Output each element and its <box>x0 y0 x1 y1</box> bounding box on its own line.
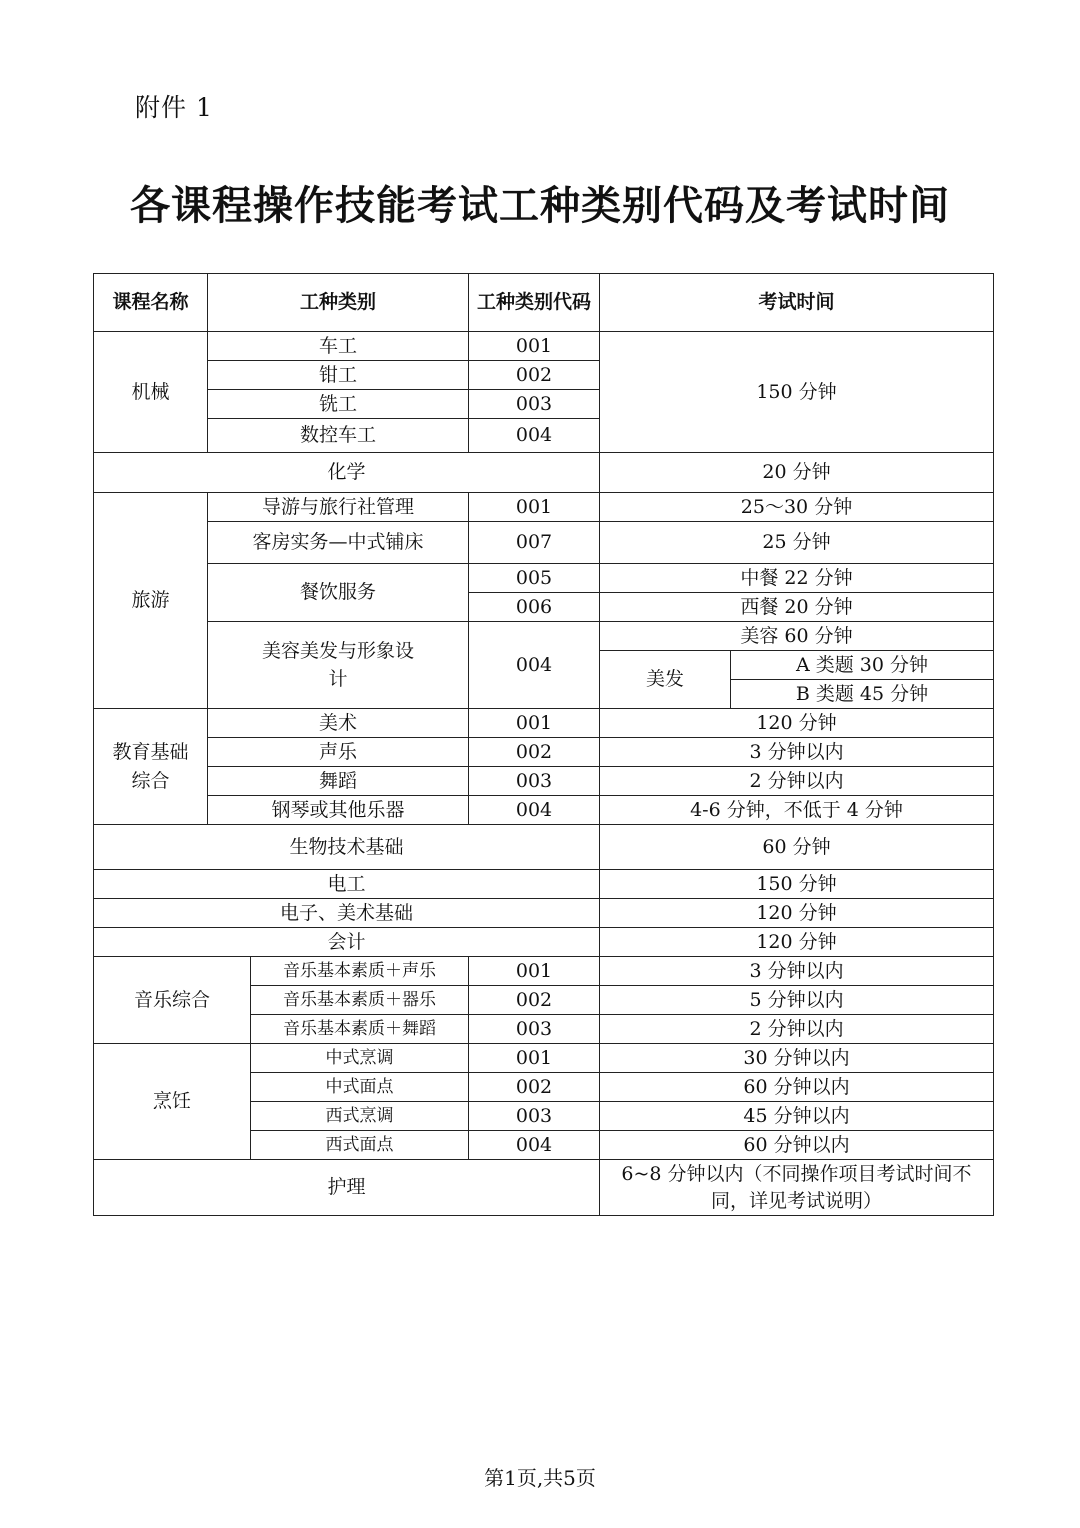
code-cell: 004 <box>469 622 600 709</box>
attachment-label: 附件 1 <box>135 93 213 122</box>
category-cell: 西式面点 <box>251 1131 469 1160</box>
time-cell: 美容 60 分钟 <box>600 622 994 651</box>
course-biotech: 生物技术基础 <box>94 825 600 870</box>
time-cell: 120 分钟 <box>600 709 994 738</box>
table-row <box>94 957 994 986</box>
category-cell: 美容美发与形象设计 <box>208 622 469 709</box>
table-row <box>94 564 994 593</box>
category-cell: 中式面点 <box>251 1073 469 1102</box>
course-music: 音乐综合 <box>94 957 251 1044</box>
header-code: 工种类别代码 <box>469 274 600 332</box>
code-cell: 001 <box>469 957 600 986</box>
table-row <box>94 709 994 738</box>
table-row <box>94 870 994 899</box>
header-course: 课程名称 <box>94 274 208 332</box>
table-row <box>94 825 994 870</box>
time-cell: 西餐 20 分钟 <box>600 593 994 622</box>
category-cell: 西式烹调 <box>251 1102 469 1131</box>
code-cell: 002 <box>469 361 600 390</box>
time-cell: 2 分钟以内 <box>600 1015 994 1044</box>
table-row <box>94 899 994 928</box>
code-cell: 001 <box>469 709 600 738</box>
table-row <box>94 1160 994 1216</box>
exam-table <box>93 273 994 1216</box>
table-row <box>94 453 994 493</box>
course-chemistry: 化学 <box>94 453 600 493</box>
course-tourism: 旅游 <box>94 493 208 709</box>
code-cell: 002 <box>469 738 600 767</box>
course-nursing: 护理 <box>94 1160 600 1216</box>
category-cell: 声乐 <box>208 738 469 767</box>
page-title: 各课程操作技能考试工种类别代码及考试时间 <box>130 182 950 229</box>
time-cell: 150 分钟 <box>600 870 994 899</box>
category-cell: 车工 <box>208 332 469 361</box>
table-row <box>94 622 994 651</box>
time-cell: 120 分钟 <box>600 899 994 928</box>
category-cell: 音乐基本素质＋舞蹈 <box>251 1015 469 1044</box>
time-cell: 20 分钟 <box>600 453 994 493</box>
time-cell: 120 分钟 <box>600 928 994 957</box>
time-cell: 3 分钟以内 <box>600 738 994 767</box>
course-accounting: 会计 <box>94 928 600 957</box>
code-cell: 001 <box>469 332 600 361</box>
header-time: 考试时间 <box>600 274 994 332</box>
time-cell: 60 分钟以内 <box>600 1073 994 1102</box>
header-category: 工种类别 <box>208 274 469 332</box>
code-cell: 004 <box>469 419 600 453</box>
course-education: 教育基础综合 <box>94 709 208 825</box>
code-cell: 004 <box>469 796 600 825</box>
category-cell: 音乐基本素质＋器乐 <box>251 986 469 1015</box>
table-row <box>94 1044 994 1073</box>
time-cell: 25～30 分钟 <box>600 493 994 522</box>
hair-label: 美发 <box>600 651 731 709</box>
table-row <box>94 767 994 796</box>
code-cell: 002 <box>469 1073 600 1102</box>
code-cell: 003 <box>469 1102 600 1131</box>
code-cell: 003 <box>469 767 600 796</box>
time-cell: A 类题 30 分钟 <box>731 651 994 680</box>
category-cell: 舞蹈 <box>208 767 469 796</box>
time-cell: 2 分钟以内 <box>600 767 994 796</box>
time-cell: 60 分钟以内 <box>600 1131 994 1160</box>
category-cell: 钳工 <box>208 361 469 390</box>
time-cell: 4-6 分钟，不低于 4 分钟 <box>600 796 994 825</box>
time-cell: 60 分钟 <box>600 825 994 870</box>
code-cell: 002 <box>469 986 600 1015</box>
course-electrician: 电工 <box>94 870 600 899</box>
category-cell: 数控车工 <box>208 419 469 453</box>
time-cell: B 类题 45 分钟 <box>731 680 994 709</box>
code-cell: 003 <box>469 1015 600 1044</box>
table-row <box>94 928 994 957</box>
course-machinery: 机械 <box>94 332 208 453</box>
page-footer: 第1页,共5页 <box>484 1466 596 1490</box>
category-cell: 中式烹调 <box>251 1044 469 1073</box>
code-cell: 005 <box>469 564 600 593</box>
category-cell: 餐饮服务 <box>208 564 469 622</box>
table-row <box>94 493 994 522</box>
category-cell: 美术 <box>208 709 469 738</box>
category-cell: 铣工 <box>208 390 469 419</box>
time-machinery: 150 分钟 <box>600 332 994 453</box>
table-row <box>94 796 994 825</box>
code-cell: 007 <box>469 522 600 564</box>
course-cooking: 烹饪 <box>94 1044 251 1160</box>
course-electronics-art: 电子、美术基础 <box>94 899 600 928</box>
table-row <box>94 522 994 564</box>
header-row <box>94 274 994 332</box>
code-cell: 001 <box>469 493 600 522</box>
time-cell: 6~8 分钟以内（不同操作项目考试时间不同，详见考试说明） <box>600 1160 994 1216</box>
time-cell: 30 分钟以内 <box>600 1044 994 1073</box>
table-row <box>94 738 994 767</box>
time-cell: 中餐 22 分钟 <box>600 564 994 593</box>
time-cell: 25 分钟 <box>600 522 994 564</box>
time-cell: 3 分钟以内 <box>600 957 994 986</box>
code-cell: 001 <box>469 1044 600 1073</box>
category-cell: 客房实务—中式铺床 <box>208 522 469 564</box>
category-cell: 音乐基本素质＋声乐 <box>251 957 469 986</box>
code-cell: 006 <box>469 593 600 622</box>
category-cell: 钢琴或其他乐器 <box>208 796 469 825</box>
code-cell: 003 <box>469 390 600 419</box>
time-cell: 45 分钟以内 <box>600 1102 994 1131</box>
table-row <box>94 332 994 361</box>
category-cell: 导游与旅行社管理 <box>208 493 469 522</box>
time-cell: 5 分钟以内 <box>600 986 994 1015</box>
code-cell: 004 <box>469 1131 600 1160</box>
